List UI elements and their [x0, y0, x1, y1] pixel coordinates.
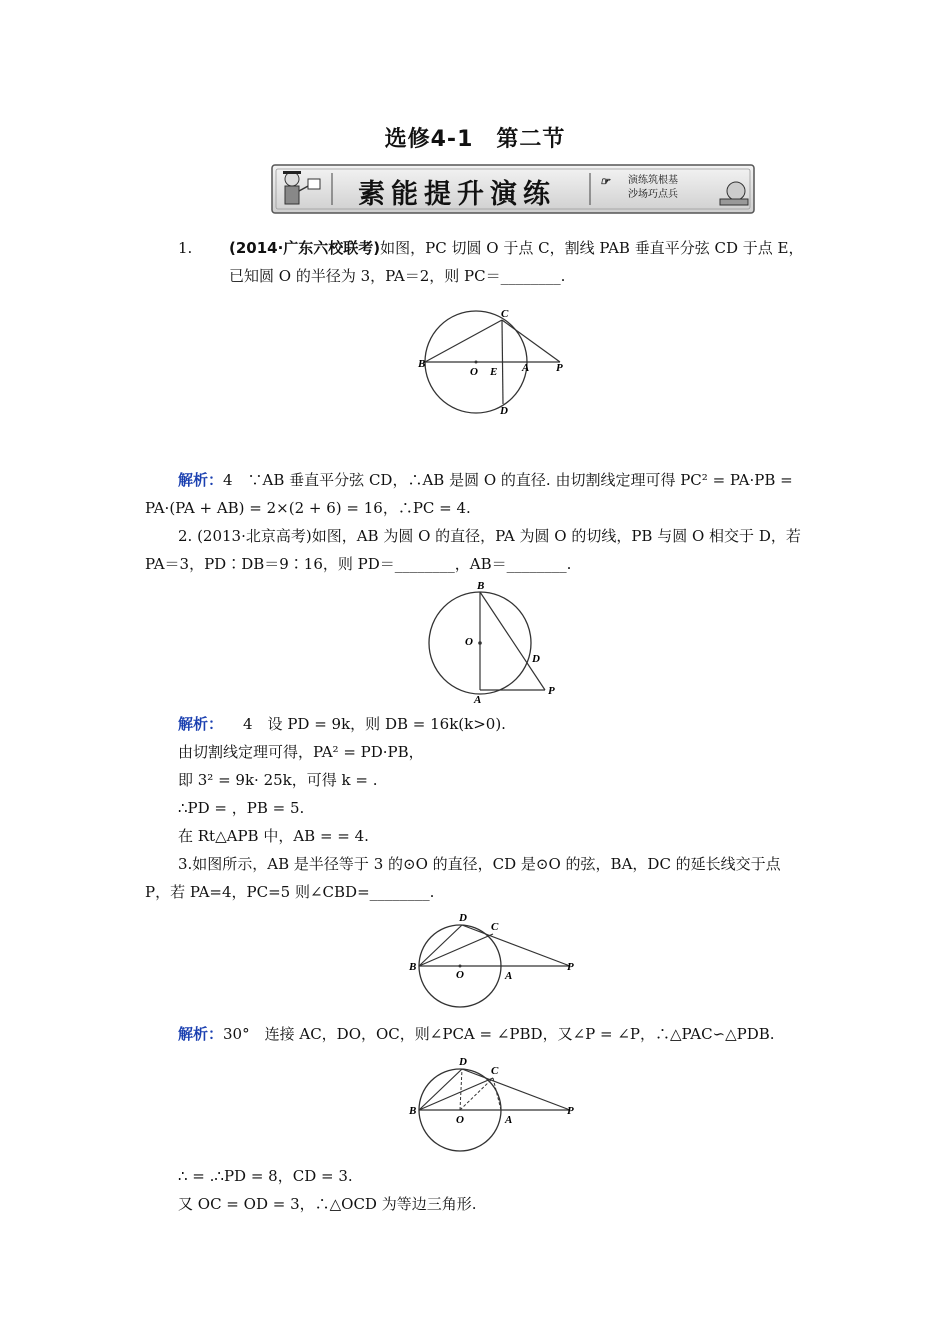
banner-side-line1: 演练筑根基 — [628, 175, 678, 186]
a2-label: 解析： — [178, 715, 224, 733]
q2-fig-label-B: B — [477, 580, 485, 592]
banner-main-text: 素能提升演练 — [358, 179, 556, 210]
q1-figure — [410, 305, 580, 420]
banner-side-text — [628, 174, 678, 202]
q1-fig-label-A: A — [522, 362, 530, 374]
q1-fig-label-C: C — [501, 308, 509, 320]
a2-line4: ∴PD = ，PB = 5. — [178, 799, 305, 817]
q3-fig-label-D: D — [459, 912, 467, 924]
section-banner — [270, 163, 756, 215]
a2-line2: 由切割线定理可得，PA² = PD·PB， — [178, 743, 424, 761]
q3-fig-label-O: O — [456, 969, 464, 981]
q2-line2: PA＝3，PD∶DB＝9∶16，则 PD＝________，AB＝________. — [145, 555, 572, 573]
q2-figure — [422, 578, 572, 708]
a2-line1 — [178, 714, 506, 734]
a3-fig-label-P: P — [567, 1105, 574, 1117]
a2-line1-text: 4 设 PD = 9k，则 DB = 16k(k>0). — [243, 715, 506, 733]
q1-line2: 已知圆 O 的半径为 3，PA＝2，则 PC＝________. — [229, 267, 566, 285]
a3-line1-text: 30° 连接 AC，DO，OC，则∠PCA = ∠PBD，又∠P = ∠P，∴△PAC∽△PDB. — [223, 1025, 775, 1043]
q2-fig-label-D: D — [532, 653, 540, 665]
q2-line1: 2. (2013·北京高考)如图，AB 为圆 O 的直径，PA 为圆 O 的切线，PB 与圆 O 相交于 D，若 — [178, 527, 801, 545]
a1-line1-text: 4 ∵AB 垂直平分弦 CD，∴AB 是圆 O 的直径. 由切割线定理可得 PC² = PA·PB = — [223, 471, 793, 489]
q3-figure — [405, 908, 585, 1010]
q1-fig-label-O: O — [470, 366, 478, 378]
a3-fig-label-O: O — [456, 1114, 464, 1126]
q3-line2: P，若 PA=4，PC=5 则∠CBD=________. — [145, 883, 435, 901]
q3-fig-label-P: P — [567, 961, 574, 973]
q1-line1 — [229, 238, 803, 258]
q1-line1-text: 如图，PC 切圆 O 于点 C，割线 PAB 垂直平分弦 CD 于点 E， — [380, 239, 804, 257]
q2-fig-label-A: A — [474, 694, 482, 706]
q1-source: (2014·广东六校联考) — [229, 239, 381, 257]
a3-fig-label-C: C — [491, 1065, 499, 1077]
q3-fig-label-A: A — [505, 970, 513, 982]
a1-line1 — [178, 470, 793, 490]
q2-fig-label-P: P — [548, 685, 555, 697]
a3-fig-label-D: D — [459, 1056, 467, 1068]
a1-line2: PA·(PA + AB) = 2×(2 + 6) = 16，∴PC = 4. — [145, 499, 471, 517]
a1-label: 解析： — [178, 471, 224, 489]
q3-fig-label-C: C — [491, 921, 499, 933]
a3-figure — [405, 1050, 585, 1158]
q1-fig-label-D: D — [500, 405, 508, 417]
a3-fig-label-B: B — [409, 1105, 417, 1117]
q1-fig-label-E: E — [490, 366, 498, 378]
banner-side-line2: 沙场巧点兵 — [628, 189, 678, 200]
q1-fig-label-B: B — [418, 358, 426, 370]
a3-line1 — [178, 1024, 775, 1044]
a3-label: 解析： — [178, 1025, 224, 1043]
q1-fig-label-P: P — [556, 362, 563, 374]
svg-text:☞: ☞ — [600, 176, 610, 188]
q2-fig-label-O: O — [465, 636, 473, 648]
a3-line3: 又 OC = OD = 3，∴△OCD 为等边三角形. — [178, 1195, 477, 1213]
a3-fig-label-A: A — [505, 1114, 513, 1126]
q3-fig-label-B: B — [409, 961, 417, 973]
q1-number: 1. — [178, 239, 193, 257]
a3-line2: ∴ = .∴PD = 8，CD = 3. — [178, 1167, 353, 1185]
a2-line5: 在 Rt△APB 中，AB = = 4. — [178, 827, 369, 845]
a2-line3: 即 3² = 9k· 25k，可得 k = . — [178, 771, 378, 789]
page-title: 选修4-1 第二节 — [384, 127, 566, 152]
q3-line1: 3.如图所示，AB 是半径等于 3 的⊙O 的直径，CD 是⊙O 的弦，BA，DC 的延长线交于点 — [178, 855, 781, 873]
